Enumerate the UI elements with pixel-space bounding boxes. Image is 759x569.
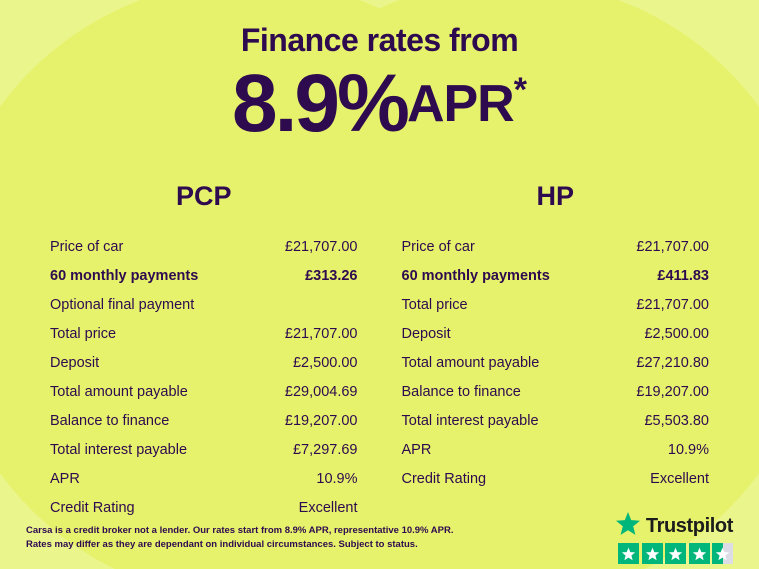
row-value: £5,503.80 — [644, 412, 709, 429]
rate-display — [0, 57, 759, 151]
row-label: Optional final payment — [50, 296, 195, 313]
star-icon — [689, 543, 710, 564]
table-row — [402, 406, 710, 435]
trustpilot-star-icon — [616, 512, 640, 540]
table-row — [402, 348, 710, 377]
table-row — [50, 435, 358, 464]
table-row — [50, 406, 358, 435]
row-label: Deposit — [50, 354, 100, 371]
row-label: Total price — [50, 325, 117, 342]
trustpilot-wordmark: Trustpilot — [645, 514, 733, 537]
finance-column-hp — [380, 181, 732, 522]
star-icon — [618, 543, 639, 564]
table-row — [50, 464, 358, 493]
row-label: Balance to finance — [401, 383, 521, 400]
row-value: £19,207.00 — [284, 412, 358, 429]
table-row — [50, 261, 358, 290]
trustpilot-logo — [616, 512, 733, 540]
row-value: £21,707.00 — [284, 325, 358, 342]
rate-unit: APR — [406, 75, 514, 133]
row-value: £29,004.69 — [284, 383, 358, 400]
row-value: 10.9% — [316, 470, 358, 487]
row-label: Total amount payable — [401, 354, 540, 371]
row-label: Deposit — [401, 325, 451, 342]
table-row — [402, 464, 710, 493]
row-value: £2,500.00 — [644, 325, 709, 342]
row-label: Total amount payable — [50, 383, 188, 400]
finance-comparison — [0, 181, 759, 522]
column-title-pcp: PCP — [175, 181, 232, 211]
row-label: Balance to finance — [50, 412, 170, 429]
row-value: £19,207.00 — [636, 383, 709, 400]
star-half-icon — [712, 543, 733, 564]
row-value: £2,500.00 — [292, 354, 358, 371]
rate-asterisk: * — [513, 71, 527, 109]
finance-column-pcp — [28, 181, 380, 522]
disclaimer-line-1: Carsa is a credit broker not a lender. Our rates start from 8.9% APR, representative 10.9% APR. — [26, 525, 454, 537]
row-value: Excellent — [298, 499, 358, 516]
column-title-hp: HP — [536, 181, 574, 211]
row-value: £7,297.69 — [292, 441, 358, 458]
trustpilot-stars — [618, 543, 733, 564]
table-row — [402, 290, 710, 319]
row-label: 60 monthly payments — [50, 267, 199, 284]
row-value: £411.83 — [657, 267, 709, 284]
row-value: £21,707.00 — [636, 238, 709, 255]
disclaimer-text — [26, 524, 454, 552]
star-icon — [665, 543, 686, 564]
row-label: Price of car — [401, 238, 475, 255]
row-label: Total interest payable — [50, 441, 188, 458]
star-icon — [642, 543, 663, 564]
footer — [0, 507, 759, 569]
row-label: APR — [50, 470, 80, 487]
rate-number: 8.9% — [232, 58, 407, 149]
table-row — [402, 232, 710, 261]
row-label: Price of car — [50, 238, 124, 255]
table-row — [50, 319, 358, 348]
row-value: £21,707.00 — [636, 296, 709, 313]
row-label: Credit Rating — [401, 470, 487, 487]
row-label: Credit Rating — [50, 499, 135, 516]
table-row — [50, 348, 358, 377]
row-value: 10.9% — [667, 441, 709, 458]
table-row — [402, 261, 710, 290]
table-row — [402, 377, 710, 406]
disclaimer-line-2: Rates may differ as they are dependant on individual circumstances. Subject to status. — [26, 539, 418, 550]
table-row — [50, 232, 358, 261]
trustpilot-rating — [616, 512, 733, 564]
row-label: APR — [401, 441, 432, 458]
row-value: £313.26 — [305, 267, 358, 284]
table-row — [402, 319, 710, 348]
row-label: 60 monthly payments — [401, 267, 550, 284]
row-label: Total interest payable — [401, 412, 539, 429]
table-row — [50, 377, 358, 406]
table-row — [402, 435, 710, 464]
row-value: £21,707.00 — [284, 238, 358, 255]
page-title: Finance rates from — [240, 22, 519, 58]
row-label: Total price — [401, 296, 468, 313]
table-row — [50, 290, 358, 319]
row-value: £27,210.80 — [636, 354, 709, 371]
row-value: Excellent — [650, 470, 709, 487]
